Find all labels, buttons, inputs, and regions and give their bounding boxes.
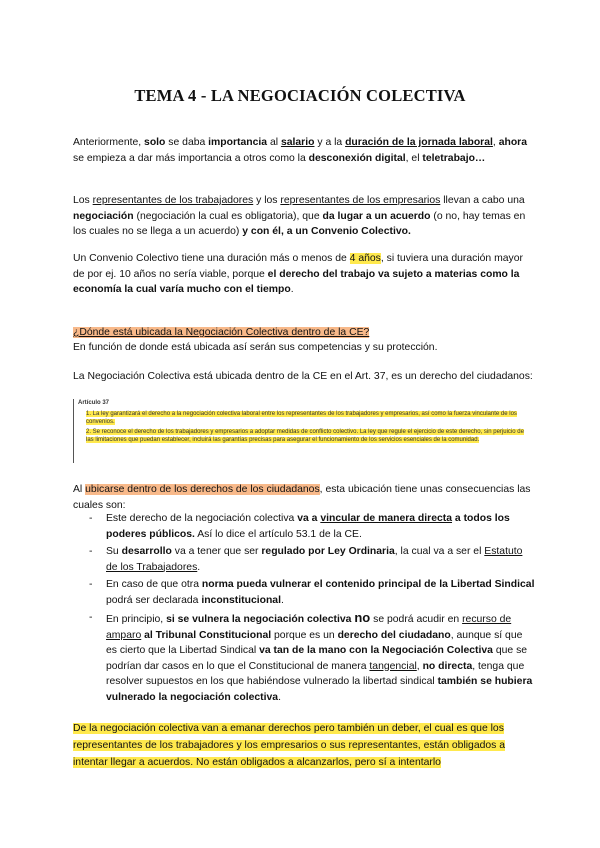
b4-bold: al Tribunal Constitucional — [141, 629, 272, 641]
p3-text: Un Convenio Colectivo tiene una duración más o menos de — [73, 253, 350, 264]
constitution-article-image — [73, 399, 533, 463]
p2-bold: da lugar a un acuerdo — [322, 210, 431, 222]
duration-paragraph — [73, 251, 535, 298]
list-item — [73, 577, 535, 608]
p2-text: (o no, hay temas en los cuales no se llega a un acuerdo) — [73, 210, 526, 237]
b1-bold: va a vincular de manera directa a todos los poderes públicos. — [106, 513, 510, 540]
b2-underline: Estatuto de los Trabajadores — [106, 546, 523, 573]
bullet-dash: - — [89, 513, 93, 524]
b2-bold: desarrollo — [121, 546, 172, 557]
b4-bold: va tan de la mano con la Negociación Colectiva — [259, 645, 493, 656]
b3-bold: norma pueda vulnerar el contenido principal de la Libertad Sindical — [201, 579, 535, 590]
p1-text: , el — [405, 152, 423, 164]
p2-text: (negociación la cual es obligatoria), que — [133, 210, 323, 222]
p1-text: se daba — [165, 137, 209, 148]
consequences-list — [73, 511, 535, 707]
bullet-dash: - — [89, 546, 93, 557]
b2-bold: regulado por Ley Ordinaria — [261, 546, 395, 557]
bullet-dash: - — [89, 612, 93, 623]
p2-underline: representantes de los empresarios — [280, 195, 441, 206]
b4-text: , aunque sí que es cierto que la Libertad Sindical — [106, 629, 523, 656]
b4-bold: no directa — [422, 660, 473, 672]
article-item-2: 2. Se reconoce el derecho de los trabajadores y empresarios a adoptar medidas de conflicto colectivo. La ley que regule el ejercicio de este derecho, sin perjuicio de las limitaciones que puedan establecer, incluirá las garantías precisas para asegurar el funcionamiento de los servicios esenciales de la comunidad. — [86, 429, 524, 443]
b2-text: , la cual va a ser el — [394, 546, 485, 557]
p1-text: se empieza a dar más importancia a otros como la — [73, 152, 309, 164]
b1-text: Así lo dice el artículo 53.1 de la CE. — [194, 528, 362, 540]
b4-underline: tangencial — [369, 660, 417, 672]
b4-bold: también se hubiera vulnerado la negociación colectiva — [106, 676, 533, 703]
question-heading — [73, 325, 535, 341]
b3-bold: inconstitucional — [201, 594, 281, 606]
p1-bold-underline: salario — [280, 137, 315, 148]
p6-text: Al — [73, 484, 86, 495]
p1-bold: importancia — [208, 137, 268, 148]
b4-text: , — [416, 660, 423, 672]
list-item — [73, 511, 535, 542]
p2-text: y los — [253, 195, 281, 206]
p6-highlight: ubicarse dentro de los derechos de los ciudadanos — [85, 484, 320, 495]
b4-text: porque es un — [271, 629, 338, 641]
p1-text: Anteriormente, — [73, 137, 145, 148]
p2-bold: y con él, a un Convenio Colectivo. — [242, 226, 411, 237]
list-item — [73, 544, 535, 575]
b3-text: podrá ser declarada — [106, 594, 202, 606]
p1-bold: desconexión digital — [308, 152, 406, 164]
p3-text: , si tuviera una duración mayor de por ej. 10 años no sería viable, porque — [73, 253, 523, 280]
p2-text: llevan a cabo una — [440, 195, 525, 206]
b1-text: Este derecho de la negociación colectiva — [106, 513, 298, 524]
p2-text: Los — [73, 195, 93, 206]
duty-highlight: De la negociación colectiva van a emanar derechos pero también un deber, el cual es que los representantes de los trabajadores y los empresarios o sus representantes, están obligados a intentar llegar a acuerdos. No están obligados a alcanzarlos, pero sí a intentarlo — [73, 723, 506, 768]
duty-paragraph — [73, 720, 535, 771]
b4-no: no — [354, 610, 371, 625]
p2-bold: negociación — [73, 210, 134, 222]
p3-highlight: 4 años — [349, 253, 381, 264]
b3-text: . — [280, 594, 284, 606]
b4-text: En principio, — [106, 614, 167, 625]
p1-text: , — [492, 137, 499, 148]
p1-bold: solo — [144, 137, 166, 148]
bullet-dash: - — [89, 579, 93, 590]
p3-text: . — [290, 284, 294, 295]
b4-text: . — [278, 691, 281, 703]
b4-text: que se podrían dar casos en lo que el Constitucional de manera — [106, 645, 528, 672]
p3-bold: el derecho del trabajo va sujeto a materias como la economía la cual varía mucho con el tiempo — [73, 268, 520, 295]
b2-text: Su — [106, 546, 122, 557]
p1-text: al — [267, 137, 281, 148]
consequences-intro — [73, 482, 535, 513]
list-item — [73, 610, 535, 705]
article-number: Artículo 37 — [78, 400, 110, 406]
p2-underline: representantes de los trabajadores — [92, 195, 254, 206]
p1-bold-underline: duración de la jornada laboral — [345, 137, 493, 148]
p1-bold: teletrabajo… — [422, 152, 486, 164]
b4-bold: si se vulnera la negociación colectiva — [166, 614, 355, 625]
page-title: TEMA 4 - LA NEGOCIACIÓN COLECTIVA — [134, 86, 466, 105]
b4-underline: recurso de amparo — [106, 614, 512, 641]
b4-text: se podrá acudir en — [370, 614, 463, 625]
p1-text: y a la — [314, 137, 346, 148]
article-item-1: 1. La ley garantizará el derecho a la negociación colectiva laboral entre los representantes de los trabajadores y empresarios, así como la fuerza vinculante de los convenios. — [86, 411, 517, 425]
b2-text: . — [197, 561, 201, 573]
representatives-paragraph — [73, 193, 535, 240]
b2-text: va a tener que ser — [171, 546, 262, 557]
b4-bold: derecho del ciudadano — [337, 629, 451, 641]
location-paragraph: La Negociación Colectiva está ubicada dentro de la CE en el Art. 37, es un derecho del ciudadanos: — [73, 371, 533, 382]
b4-text: , tenga que resolver supuestos en los que habiéndose vulnerado la libertad sindical — [106, 660, 525, 687]
p1-bold: ahora — [498, 137, 527, 148]
intro-paragraph — [73, 135, 535, 166]
p6-text: , esta ubicación tiene unas consecuencias las cuales son: — [73, 484, 531, 511]
question-highlight: ¿Dónde está ubicada la Negociación Colectiva dentro de la CE? — [73, 327, 370, 338]
competences-paragraph: En función de donde está ubicada así serán sus competencias y su protección. — [73, 342, 438, 353]
b3-text: En caso de que otra — [106, 579, 202, 590]
